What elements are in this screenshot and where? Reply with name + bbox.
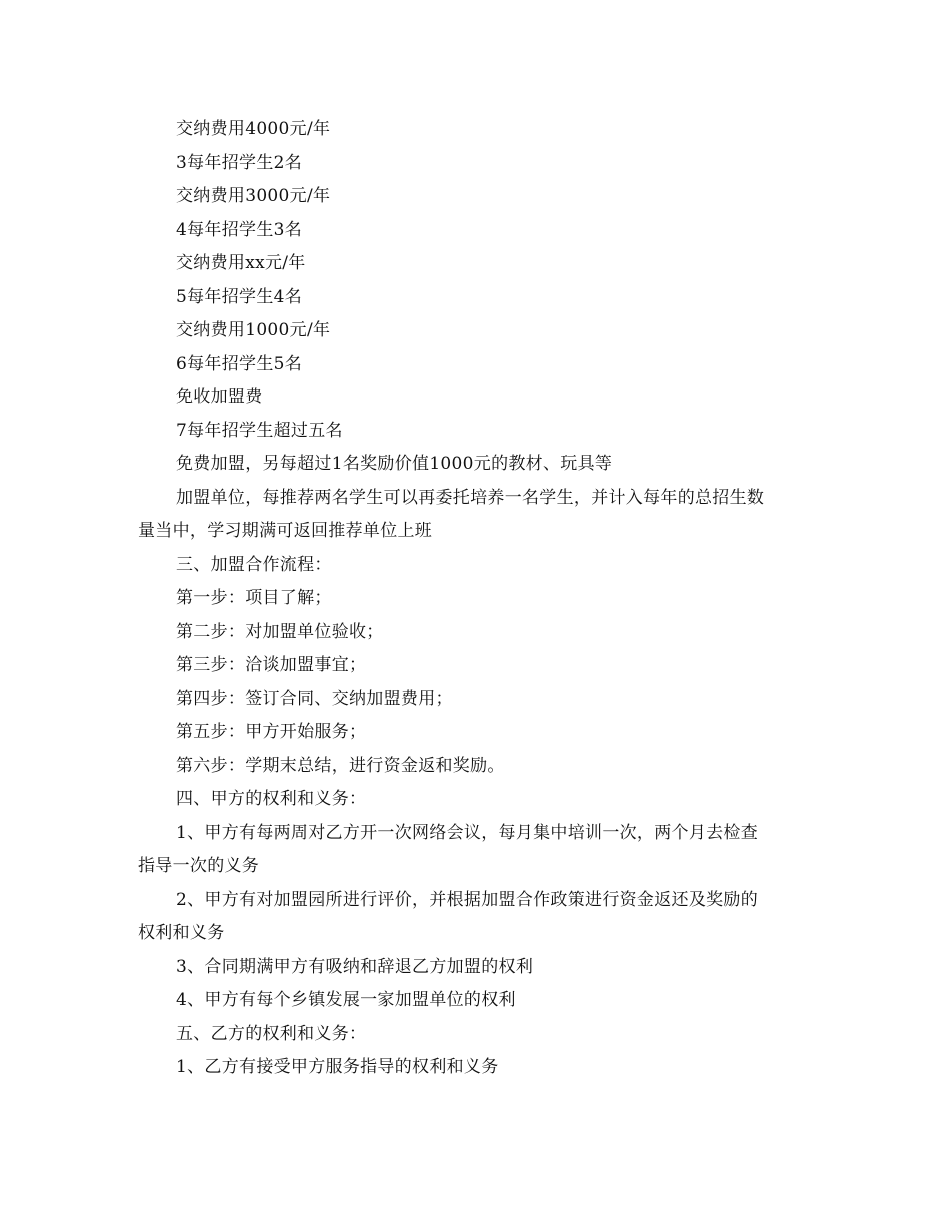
party-a-item-2-line-1: 2、甲方有对加盟园所进行评价，并根据加盟合作政策进行资金返还及奖励的 <box>176 889 759 910</box>
tier-3-line: 3每年招学生2名 <box>176 152 303 173</box>
tier-7-line: 7每年招学生超过五名 <box>176 420 343 441</box>
party-a-item-2-line-2: 权利和义务 <box>138 923 225 943</box>
section-3-heading: 三、加盟合作流程： <box>176 554 332 575</box>
party-a-item-2 <box>138 884 814 951</box>
step-5: 第五步：甲方开始服务； <box>176 722 367 742</box>
fee-waived-line: 免收加盟费 <box>176 387 263 407</box>
section-4-heading: 四、甲方的权利和义务： <box>176 789 367 809</box>
step-2: 第二步：对加盟单位验收； <box>176 621 384 642</box>
tier-4-line: 4每年招学生3名 <box>176 219 303 240</box>
party-a-item-1-line-1: 1、甲方有每两周对乙方开一次网络会议，每月集中培训一次，两个月去检查 <box>176 822 759 843</box>
step-3: 第三步：洽谈加盟事宜； <box>176 655 367 675</box>
step-6: 第六步：学期末总结，进行资金返和奖励。 <box>176 755 505 776</box>
referral-paragraph-line-1: 加盟单位，每推荐两名学生可以再委托培养一名学生，并计入每年的总招生数 <box>176 487 765 508</box>
tier-5-line: 5每年招学生4名 <box>176 286 303 307</box>
section-5-heading: 五、乙方的权利和义务： <box>176 1023 367 1044</box>
referral-paragraph <box>138 482 814 549</box>
party-b-item-1: 1、乙方有接受甲方服务指导的权利和义务 <box>176 1057 499 1077</box>
party-a-item-4: 4、甲方有每个乡镇发展一家加盟单位的权利 <box>176 990 516 1010</box>
party-a-item-3: 3、合同期满甲方有吸纳和辞退乙方加盟的权利 <box>176 956 534 977</box>
step-4: 第四步：签订合同、交纳加盟费用； <box>176 688 453 709</box>
step-1: 第一步：项目了解； <box>176 588 332 608</box>
party-a-item-1-line-2: 指导一次的义务 <box>138 856 260 876</box>
fee-line-4000: 交纳费用4000元/年 <box>176 119 331 139</box>
fee-line-xx: 交纳费用xx元/年 <box>176 253 306 273</box>
tier-6-line: 6每年招学生5名 <box>176 353 303 374</box>
document-body <box>138 113 814 1085</box>
referral-paragraph-line-2: 量当中，学习期满可返回推荐单位上班 <box>138 521 433 541</box>
fee-line-3000: 交纳费用3000元/年 <box>176 186 331 206</box>
fee-line-1000: 交纳费用1000元/年 <box>176 320 331 340</box>
free-join-reward-line: 免费加盟，另每超过1名奖励价值1000元的教材、玩具等 <box>176 454 613 474</box>
party-a-item-1 <box>138 817 814 884</box>
